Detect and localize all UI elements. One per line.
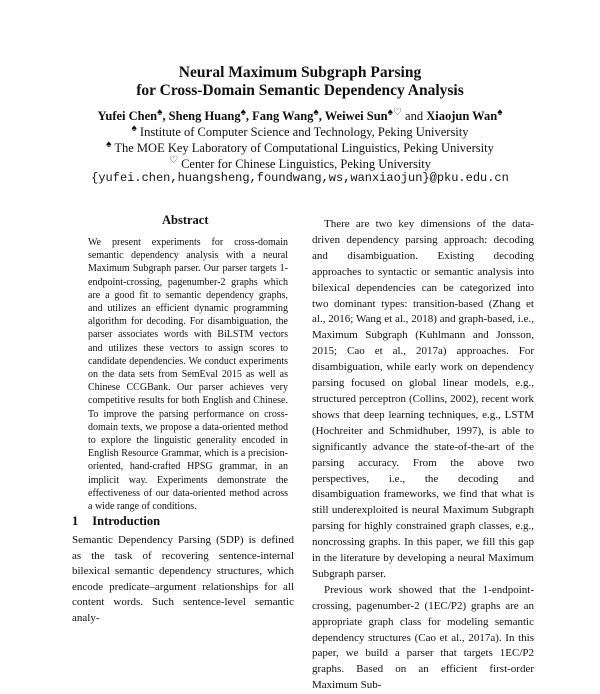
affiliation-symbol: ♠	[157, 106, 163, 118]
body-paragraph: There are two key dimensions of the data-driven dependency parsing approach: decoding and disambiguation. Existing decoding approaches to syntactic or semantic analysis into bilexical dependencies can be categorized into two dominant types: transition-based (Zhang et al., 2016; Wang et al., 2018) and graph-based, i.e., Maximum Subgraph (Kuhlmann and Jonsson, 2015; Cao et al., 2017a) approaches. For disambiguation, while early work on dependency parsing focused on global linear models, e.g., structured perceptron (Collins, 2002), recent work shows that deep learning techniques, e.g., LSTM (Hochreiter and Schmidhuber, 1997), is able to significantly advance the state-of-the-art of the parsing accuracy. From the above two perspectives, i.e., the decoding and disambiguation frameworks, we find that what is still underexploited is neural Maximum Subgraph parsing for highly constrained graph classes, e.g., noncrossing graphs. In this paper, we fill this gap in the literature by developing a neural Maximum Subgraph parser.	[312, 218, 534, 580]
author-name: Weiwei Sun	[324, 109, 388, 123]
paper-title-line2: for Cross-Domain Semantic Dependency Analysis	[136, 82, 464, 99]
abstract-body: We present experiments for cross-domain semantic dependency analysis with a neural Maximum Subgraph parser. Our parser targets 1-endpoint-crossing, pagenumber-2 graphs which are a good fit to semantic dependency graphs, and utilizes an efficient dynamic programming algorithm for decoding. For disambiguation, the parser associates words with BiLSTM vectors and utilizes these vectors to assign scores to candidate dependencies. We conduct experiments on the data sets from SemEval 2015 as well as Chinese CCGBank. Our parser achieves very competitive results for both English and Chinese. To improve the parsing performance on cross-domain texts, we propose a data-oriented method to explore the linguistic generality encoded in English Resource Grammar, which is a precision-oriented, hand-crafted HPSG grammar, in an implicit way. Experiments demonstrate the effectiveness of our data-oriented method across a wide range of conditions.	[88, 237, 288, 513]
section-heading	[72, 514, 174, 529]
paper-title-line1: Neural Maximum Subgraph Parsing	[178, 64, 422, 81]
author-name: Sheng Huang	[168, 109, 241, 123]
author-separator: ,	[245, 109, 253, 123]
affiliation-symbol: ♠	[497, 106, 503, 118]
author-separator: and	[401, 109, 427, 123]
affiliation-symbol: ♠	[313, 106, 319, 118]
author-name: Xiaojun Wan	[426, 109, 498, 123]
author-list	[0, 108, 600, 124]
author-separator: ,	[162, 109, 169, 123]
abstract-heading: Abstract	[162, 213, 209, 227]
affiliation-text: The MOE Key Laboratory of Computational Linguistics, Peking University	[114, 141, 494, 155]
body-paragraph: Previous work showed that the 1-endpoint-crossing, pagenumber-2 (1EC/P2) graphs are an appropriate graph class for modeling semantic dependency structures (Cao et al., 2017a). In this paper, we build a parser that targets 1EC/P2 graphs. Based on an efficient first-order Maximum Sub-	[312, 583, 534, 692]
affiliation-symbol: ♠	[106, 138, 112, 150]
affiliation-symbol: ♠♡	[387, 106, 402, 118]
affiliation-text: Institute of Computer Science and Technology, Peking University	[139, 125, 469, 139]
section-title: Introduction	[92, 514, 161, 528]
affiliation-line	[0, 140, 600, 156]
author-name: Yufei Chen	[97, 109, 158, 123]
author-separator: ,	[318, 109, 325, 123]
author-emails: {yufei.chen,huangsheng,foundwang,ws,wanxiaojun}@pku.edu.cn	[91, 171, 509, 185]
author-name: Fang Wang	[252, 109, 314, 123]
section-number: 1	[72, 514, 79, 528]
intro-paragraph: Semantic Dependency Parsing (SDP) is defined as the task of recovering sentence-internal bilexical semantic dependency structures, which encode predicate–argument relationships for all content words. Such sentence-level semantic analy-	[72, 534, 294, 624]
affiliation-symbol: ♠	[131, 122, 137, 134]
right-column	[312, 217, 534, 694]
affiliation-line	[0, 156, 600, 172]
affiliation-text: Center for Chinese Linguistics, Peking University	[181, 157, 432, 171]
affiliation-symbol: ♠	[240, 106, 246, 118]
affiliation-symbol: ♡	[168, 154, 178, 166]
affiliation-line	[0, 124, 600, 140]
